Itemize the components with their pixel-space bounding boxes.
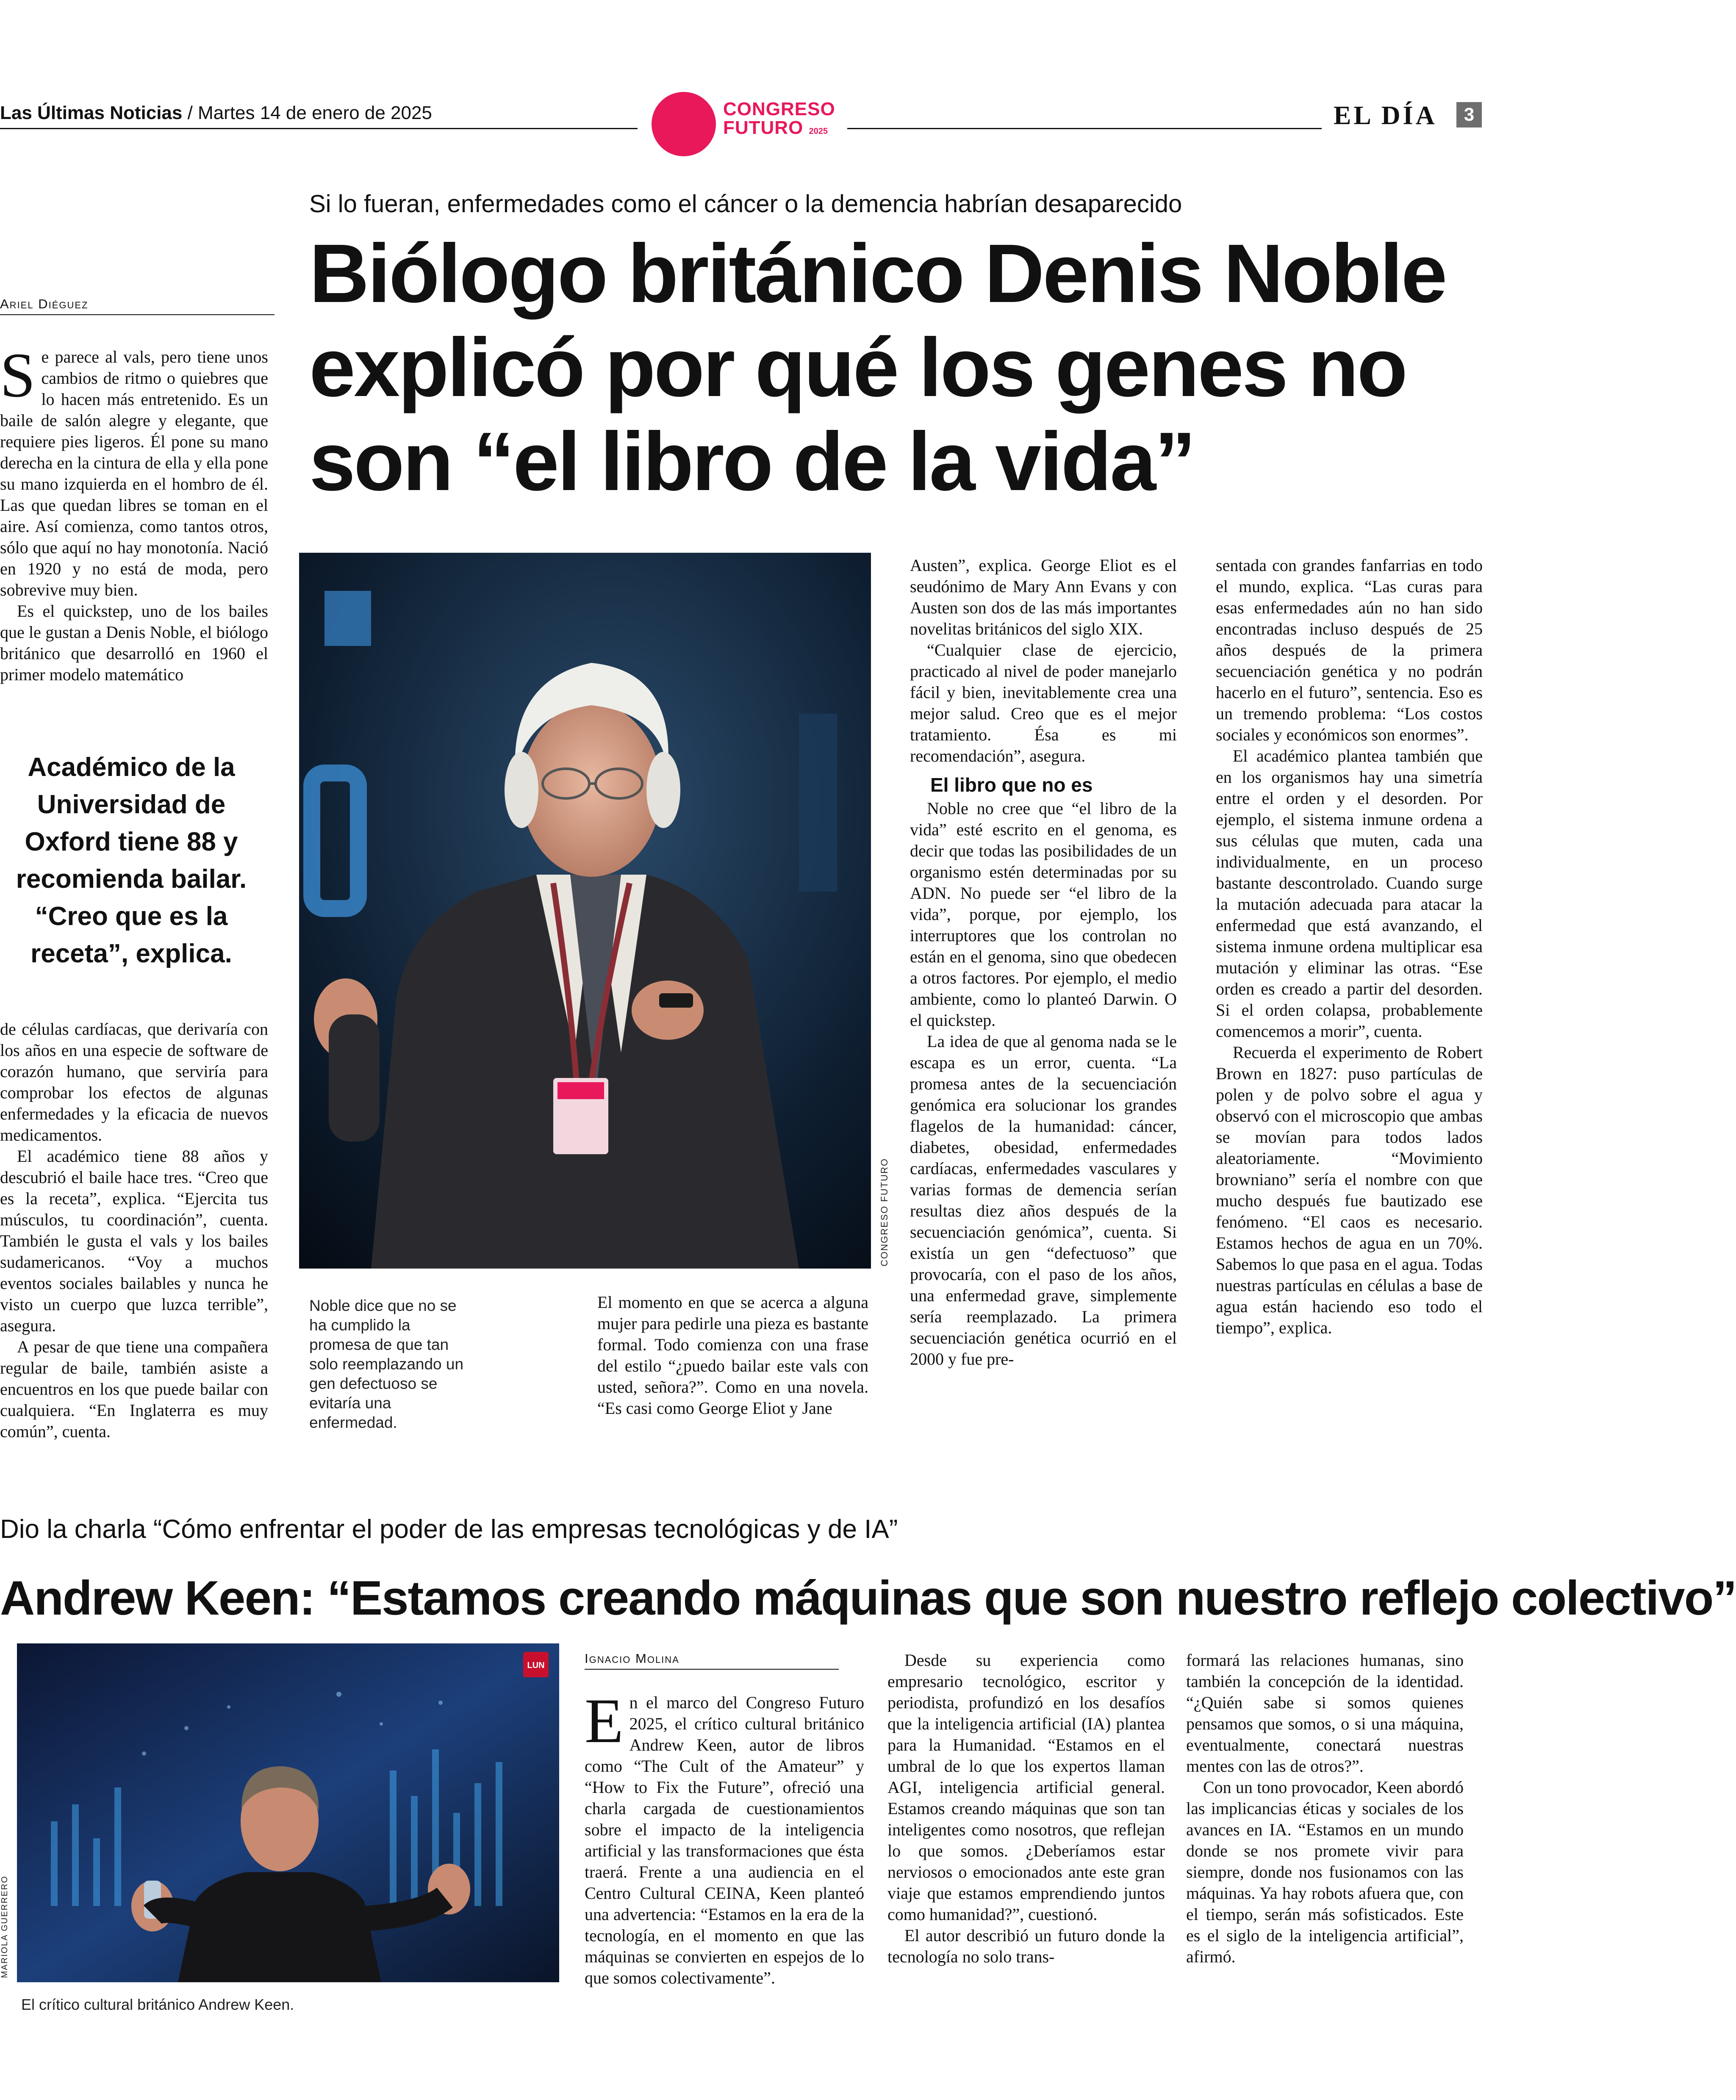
article2-byline-rule xyxy=(585,1669,839,1670)
article1-under-photo xyxy=(597,1292,868,1444)
paragraph: de células cardíacas, que derivaría con los años en una especie de software de corazón humano, que serviría para comprobar los efectos de algunas enfermedades y la eficacia de nuevos medicamentos. xyxy=(0,1020,268,1144)
denis-noble-photo xyxy=(299,553,871,1269)
section-title: EL DÍA xyxy=(1334,101,1437,130)
paragraph: sentada con grandes fanfarrias en todo el mundo, explica. “Las curas para esas enfermedades aún no han sido encontradas incluso después de 25 años después de la primera secuenciación genética y no podrán hacerlo en el futuro”, sentencia. Eso es un tremendo problema: “Los costos sociales y económicos son enormes”. xyxy=(1216,556,1483,744)
paragraph: formará las relaciones humanas, sino también la concepción de la identidad. “¿Quién sabe si somos quienes pensamos que somos, o si una máquina, eventualmente, conectará nuestras mentes con las de otros?”. xyxy=(1186,1651,1464,1776)
header-publication-date xyxy=(0,103,432,124)
paragraph: “Cualquier clase de ejercicio, practicado al nivel de poder manejarlo fácil y bien, inevitablemente crea una mejor salud. Creo que es el mejor tratamiento. Ésa es mi recomendación”, asegura. xyxy=(910,640,1177,765)
paragraph: Desde su experiencia como empresario tecnológico, escritor y periodista, profundizó en los desafíos que la inteligencia artificial (IA) plantea para la Humanidad. “Estamos en el umbral de lo que los expertos llaman AGI, inteligencia artificial general. Estamos creando máquinas que son tan inteligentes como nosotros, que reflejan lo que somos. ¿Deberíamos estar nerviosos o emocionados ante este gran viaje que estamos emprendiendo juntos como humanidad?”, cuestionó. xyxy=(887,1651,1165,1924)
article1-kicker: Si lo fueran, enfermedades como el cáncer o la demencia habrían desaparecido xyxy=(309,190,1182,218)
paragraph: Con un tono provocador, Keen abordó las implicancias éticas y sociales de los avances en IA. “Estamos en un mundo donde se nos promete vivir para siempre, donde nos fusionamos con las máquinas. Ya hay robots afuera que, con el tiempo, serán más sofisticados. Este es el siglo de la inteligencia artificial”, afirmó. xyxy=(1186,1778,1464,1966)
paragraph: El autor describió un futuro donde la tecnología no solo trans- xyxy=(887,1926,1165,1966)
issue-date: / Martes 14 de enero de 2025 xyxy=(187,103,432,123)
logo-line-1: CONGRESO xyxy=(723,99,835,119)
headline-line-1: Biólogo británico Denis Noble xyxy=(309,227,1446,320)
logo-line-2 xyxy=(723,119,835,141)
photo-caption: Noble dice que no se ha cumplido la promesa de que tan solo reemplazando un gen defectuoso se evitaría una enfermedad. xyxy=(309,1297,464,1431)
article1-col1-bottom xyxy=(0,1019,268,1442)
byline-rule xyxy=(0,314,275,315)
article2-headline: Andrew Keen: “Estamos creando máquinas que son nuestro reflejo colectivo” xyxy=(0,1571,1736,1625)
logo-futuro: FUTURO xyxy=(723,117,804,138)
article2-col3 xyxy=(1186,1650,1464,2031)
subhead: El libro que no es xyxy=(930,774,1093,796)
article2-col2 xyxy=(887,1650,1165,2031)
headline-line-2: explicó por qué los genes no xyxy=(309,321,1406,414)
photo-credit: CONGRESO FUTURO xyxy=(879,1158,890,1266)
paragraph: Noble no cree que “el libro de la vida” esté escrito en el genoma, es decir que todas las posibilidades de un organismo estén determinadas por su ADN. No puede ser “el libro de la vida”, porque, por ejemplo, los interruptores que los controlan no están en el genoma, sino que obedecen a otros factores. Por ejemplo, el medio ambiente, como lo planteó Darwin. O el quickstep. xyxy=(910,799,1177,1030)
header-rule-left xyxy=(0,128,638,129)
photo2-caption: El crítico cultural británico Andrew Keen. xyxy=(21,1996,294,2013)
article2-byline: Ignacio Molina xyxy=(585,1651,679,1666)
paragraph: e parece al vals, pero tiene unos cambios de ritmo o quiebres que lo hacen más entretenido. Es un baile de salón alegre y elegante, que requiere pies ligeros. Él pone su mano derecha en la cintura de ella y ella pone su mano izquierda en el hombro de él. Las que quedan libres se toman en el aire. Así comienza, como tantos otros, sólo que aquí no hay monotonía. Nació en 1920 y no está de moda, pero sobrevive muy bien. xyxy=(0,347,268,599)
article1-col4 xyxy=(1216,555,1483,1444)
article1-byline: Ariel Diéguez xyxy=(0,296,89,311)
article1-headline xyxy=(309,227,1446,509)
pull-quote: Académico de la Universidad de Oxford tiene 88 y recomienda bailar. “Creo que es la receta”, explica. xyxy=(16,753,247,968)
article1-col1-top xyxy=(0,340,268,728)
article1-col3 xyxy=(910,555,1177,1444)
andrew-keen-photo xyxy=(17,1643,559,1982)
dropcap: E xyxy=(585,1686,624,1756)
paragraph: Es el quickstep, uno de los bailes que le gustan a Denis Noble, el biólogo británico que desarrolló en 1960 el primer modelo matemático xyxy=(0,601,268,684)
lun-badge: LUN xyxy=(527,1661,545,1670)
page-number: 3 xyxy=(1456,102,1482,127)
paragraph: Recuerda el experimento de Robert Brown en 1827: puso partículas de polen y de polvo sobre el agua y observó con el microscopio que ambas se movían para todos lados aleatoriamente. “Movimiento browniano” sería el nombre con que mucho después fue bautizado ese fenómeno. “El caos es necesario. Estamos hechos de agua en un 70%. Sabemos lo que pasa en el agua. Todas nuestras partículas en células a base de agua están haciendo eso todo el tiempo”, explica. xyxy=(1216,1043,1483,1337)
headline-line-3: son “el libro de la vida” xyxy=(309,415,1195,508)
paragraph: n el marco del Congreso Futuro 2025, el crítico cultural británico Andrew Keen, autor de libros como “The Cult of the Amateur” y “How to Fix the Future”, ofreció una charla cargada de cuestionamientos sobre el impacto de la inteligencia artificial y las transformaciones que ésta traerá. Frente a una audiencia en el Centro Cultural CEINA, Keen planteó una advertencia: “Estamos en la era de la tecnología, en el momento en que las máquinas se convierten en espejos de lo que somos colectivamente”. xyxy=(585,1693,864,1987)
dropcap: S xyxy=(0,340,36,410)
congreso-futuro-logo xyxy=(723,100,835,141)
paragraph: La idea de que al genoma nada se le escapa es un error, cuenta. “La promesa antes de la secuenciación genómica era solucionar los grandes flagelos de la humanidad: cáncer, diabetes, obesidad, enfermedades cardíacas, enfermedades vasculares y varias formas de demencia serían resultas diez años después de la secuenciación genómica”, cuenta. Si existía un gen “defectuoso” que provocaría, con el paso de los años, una enfermedad grave, simplemente sería reemplazado. La primera secuenciación genética ocurrió en el 2000 y fue pre- xyxy=(910,1032,1177,1369)
paragraph: Austen”, explica. George Eliot es el seudónimo de Mary Ann Evans y con Austen son dos de las más importantes novelitas británicos del siglo XIX. xyxy=(910,556,1177,638)
paragraph: A pesar de que tiene una compañera regular de baile, también asiste a encuentros en los que puede bailar con cualquiera. “En Inglaterra es muy común”, cuenta. xyxy=(0,1337,268,1441)
paragraph: El momento en que se acerca a alguna mujer para pedirle una pieza es bastante formal. Todo comienza con una frase del estilo “¿puedo bailar este vals con usted, señora?”. Como en una novela. “Es casi como George Eliot y Jane xyxy=(597,1293,868,1418)
publication-name: Las Últimas Noticias xyxy=(0,103,183,123)
paragraph: El académico plantea también que en los organismos hay una simetría entre el orden y el desorden. Por ejemplo, el sistema inmune ordena a sus células que muten, cada una individualmente, en un proceso bastante descontrolado. Cuando surge la mutación adecuada para atacar la enfermedad que está avanzando, el sistema inmune ordena multiplicar esa mutación y eliminar las otras. “Ese orden es creado a partir del desorden. Si el orden colapsa, probablemente comencemos a morir”, cuenta. xyxy=(1216,746,1483,1041)
congreso-futuro-logo-icon xyxy=(652,92,716,156)
article2-kicker: Dio la charla “Cómo enfrentar el poder de las empresas tecnológicas y de IA” xyxy=(0,1515,898,1544)
article2-col1 xyxy=(585,1686,864,2031)
paragraph: El académico tiene 88 años y descubrió el baile hace tres. “Creo que es la receta”, explica. “Ejercita tus músculos, tu coordinación”, cuenta. También le gusta el vals y los bailes sudamericanos. “Voy a muchos eventos sociales bailables y nunca he visto un cuerpo que luzca terrible”, asegura. xyxy=(0,1147,268,1335)
header-rule-right xyxy=(847,128,1322,129)
logo-year: 2025 xyxy=(809,127,828,136)
photo2-credit: MARIOLA GUERRERO xyxy=(0,1875,9,1978)
